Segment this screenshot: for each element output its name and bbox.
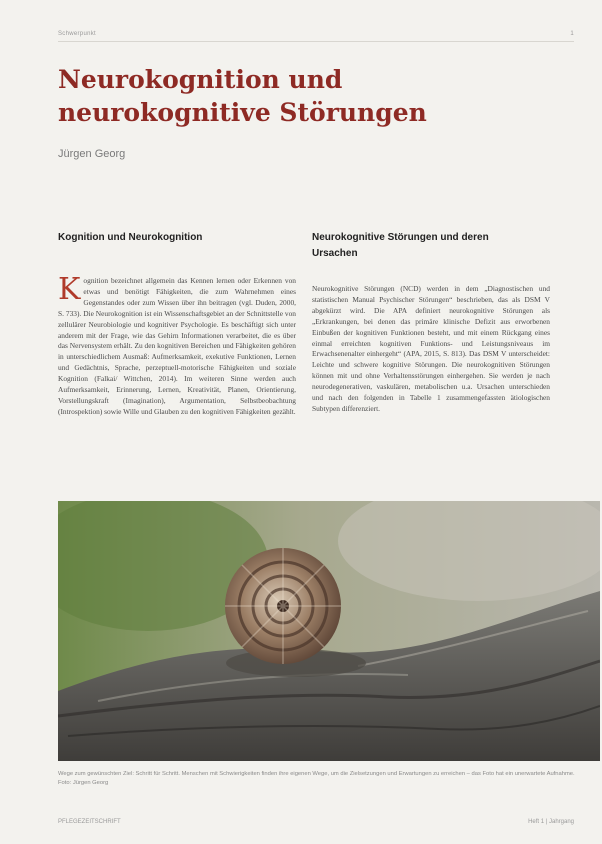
footer-right: Heft 1 | Jahrgang [528, 819, 574, 825]
header-rule [58, 41, 574, 42]
section-body-cognition [58, 272, 296, 418]
body-text: ognition bezeichnet allgemein das Kennen lernen oder Erkennen von etwas und benötigt Fähigkeiten, die zum Wahrnehmen eines Gegenstandes oder zum Wissen über ihn beitragen (vgl. Duden, 2000, S. 733). Die Neurokognition ist ein Wissenschaftsgebiet an der Schnittstelle von zellulärer Neurobiologie und kognitiver Psychologie. Es beschäftigt sich unter anderem mit der Frage, wie das Gehirn Informationen verarbeitet, die es über das Nervensystem erhält. Zu den kognitiven Bereichen und Fähigkeiten gehören in unterschiedlichem Ausmaß: Aufmerksamkeit, exekutive Funktionen, Lernen und Gedächtnis, Sprache, perzeptuell-motorische Fähigkeiten und soziale Kognition (Falkai/ Wittchen, 2014). Im weiteren Sinne werden auch Aufmerksamkeit, Erinnerung, Lernen, Kreativität, Planen, Orientierung, Vorstellungskraft (Imagination), Argumentation, Selbstbeobachtung (Introspektion) sowie Wille und Glauben zu den kognitiven Fähigkeiten gezählt. [58, 276, 296, 416]
dropcap: K [58, 272, 81, 307]
running-footer [58, 819, 574, 825]
right-column [312, 230, 550, 415]
page-number: 1 [570, 31, 574, 37]
section-label: Schwerpunkt [58, 31, 96, 37]
snail-on-bark-image [58, 501, 600, 761]
section-heading-cognition: Kognition und Neurokognition [58, 232, 203, 243]
article-author: Jürgen Georg [58, 148, 126, 160]
snail-photo [58, 501, 600, 761]
article-title: Neurokognition und neurokognitive Störungen [58, 65, 427, 127]
photo-caption: Wege zum gewünschten Ziel: Schritt für Schritt. Menschen mit Schwierigkeiten finden ihre eigenen Wege, um die Zielsetzungen und Erwartungen zu erreichen – das Foto hat ein unerwartete Aufnahme. Foto: Jürgen Georg [58, 771, 575, 786]
left-column [58, 230, 296, 418]
section-body-disorders: Neurokognitive Störungen (NCD) werden in dem „Diagnostischen und statistischen Manual Psychischer Störungen“ beschrieben, das als DSM V abgekürzt wird. Die APA definiert neurokognitive Störungen als „Erkrankungen, bei denen das primäre klinische Defizit aus erworbenen Einbußen der kognitiven Funktionen besteht, und mit einem Rückgang eines einmal erreichten kognitiven Funktions- und Leistungsniveaus im Erwachsenenalter einhergeht“ (APA, 2015, S. 813). Das DSM V unterscheidet: Leichte und schwere kognitive Störungen. Die neurokognitiven Störungen können mit und ohne Verhaltensstörungen einhergehen. Sie werden je nach neurodegenerativen, vaskulären, metabolischen u.a. Ursachen unterschieden und nach den folgenden in Tabelle 1 zusammengefassten ätiologischen Subtypen differenziert. [312, 284, 550, 413]
section-heading-disorders: Neurokognitive Störungen und deren Ursachen [312, 232, 489, 259]
running-header [58, 31, 574, 37]
footer-left: PFLEGEZEITSCHRIFT [58, 819, 121, 825]
